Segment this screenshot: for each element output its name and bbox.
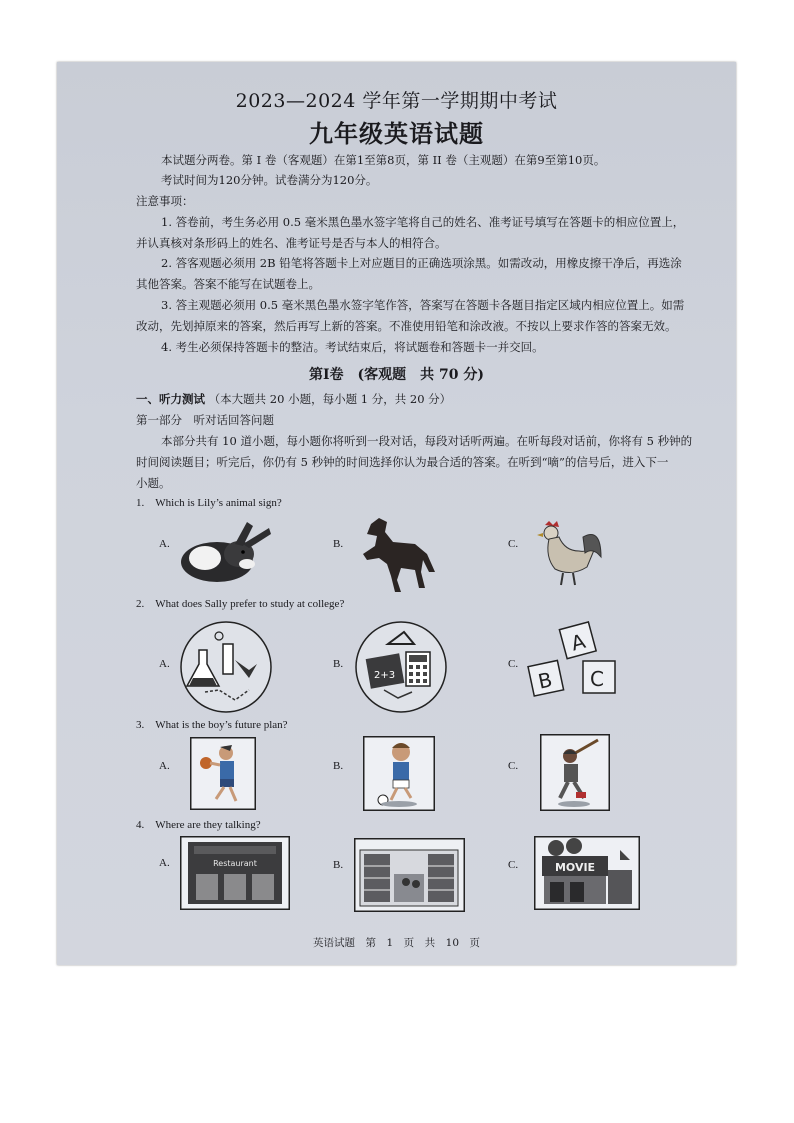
baseball-player-image bbox=[540, 734, 610, 811]
part1-sub: 第一部分 听对话回答问题 bbox=[136, 413, 274, 427]
block-a-letter: A bbox=[568, 628, 588, 656]
note-1b: 并认真核对条形码上的姓名、准考证号是否与本人的相符合。 bbox=[136, 236, 447, 250]
block-b-letter: B bbox=[535, 667, 555, 694]
option-a[interactable]: A. bbox=[159, 658, 170, 670]
page-footer: 英语试题 第 1 页 共 10 页 bbox=[312, 937, 481, 949]
note-3b: 改动，先划掉原来的答案，然后再写上新的答案。不准使用铅笔和涂改液。不按以上要求作答的答案无效。 bbox=[136, 319, 677, 333]
cinema-image bbox=[534, 836, 640, 910]
exam-page bbox=[57, 62, 736, 965]
math-sign: 2+3 bbox=[374, 670, 396, 681]
question-3 bbox=[136, 719, 288, 731]
option-a[interactable]: A. bbox=[159, 538, 170, 550]
question-4 bbox=[136, 819, 261, 831]
option-b[interactable]: B. bbox=[333, 658, 344, 670]
option-c[interactable]: C. bbox=[508, 658, 519, 670]
question-text: What is the boy’s future plan? bbox=[155, 719, 288, 731]
part1-instr-a: 本部分共有 10 道小题，每小题你将听到一段对话，每段对话听两遍。在听每段对话前，你将有 5 秒钟的 bbox=[161, 434, 693, 448]
part1-detail: （本大题共 20 小题，每小题 1 分，共 20 分） bbox=[208, 392, 452, 406]
question-text: What does Sally prefer to study at college? bbox=[155, 598, 345, 610]
exam-subtitle: 九年级英语试题 bbox=[309, 120, 484, 148]
note-4: 4. 考生必须保持答题卡的整洁。考试结束后，将试题卷和答题卡一并交回。 bbox=[161, 340, 544, 354]
restaurant-sign: Restaurant bbox=[213, 859, 257, 868]
math-image bbox=[354, 620, 448, 714]
soccer-player-image bbox=[363, 736, 435, 811]
rooster-image bbox=[531, 517, 603, 589]
section-title: 第Ⅰ卷 (客观题 共 70 分) bbox=[308, 367, 485, 383]
intro-line-2: 考试时间为120分钟。试卷满分为120分。 bbox=[161, 173, 378, 187]
option-b[interactable]: B. bbox=[333, 859, 344, 871]
option-c[interactable]: C. bbox=[508, 859, 519, 871]
question-text: Where are they talking? bbox=[155, 819, 261, 831]
question-1 bbox=[136, 497, 282, 509]
note-2a: 2. 答客观题必须用 2B 铅笔将答题卡上对应题目的正确选项涂黑。如需改动，用橡皮擦干净后，再选涂 bbox=[161, 256, 682, 270]
option-b[interactable]: B. bbox=[333, 538, 344, 550]
question-number: 1. bbox=[136, 497, 145, 509]
part1-heading: 一、听力测试 bbox=[136, 392, 205, 406]
option-a[interactable]: A. bbox=[159, 760, 170, 772]
chemistry-image bbox=[179, 620, 273, 714]
intro-line-1: 本试题分两卷。第 I 卷（客观题）在第1至第8页，第 II 卷（主观题）在第9至第10页。 bbox=[161, 153, 606, 167]
option-a[interactable]: A. bbox=[159, 857, 170, 869]
note-2b: 其他答案。答案不能写在试题卷上。 bbox=[136, 277, 320, 291]
notes-heading: 注意事项： bbox=[136, 194, 194, 208]
option-c[interactable]: C. bbox=[508, 760, 519, 772]
abc-blocks-image bbox=[527, 617, 623, 713]
question-2 bbox=[136, 598, 344, 610]
question-number: 4. bbox=[136, 819, 145, 831]
rabbit-image bbox=[177, 520, 277, 588]
exam-title: 2023—2024 学年第一学期期中考试 bbox=[235, 90, 558, 112]
question-text: Which is Lily’s animal sign? bbox=[155, 497, 282, 509]
question-number: 2. bbox=[136, 598, 145, 610]
part1-instr-b: 时间阅读题目；听完后，你仍有 5 秒钟的时间选择你认为最合适的答案。在听到“嘀”的信号后，进入下一 bbox=[136, 455, 669, 469]
library-image bbox=[354, 838, 465, 912]
horse-image bbox=[357, 514, 437, 594]
cinema-sign: MOVIE bbox=[554, 861, 596, 874]
note-3a: 3. 答主观题必须用 0.5 毫米黑色墨水签字笔作答，答案写在答题卡各题目指定区域内相应位置上。如需 bbox=[161, 298, 685, 312]
restaurant-image bbox=[180, 836, 290, 910]
option-b[interactable]: B. bbox=[333, 760, 344, 772]
question-number: 3. bbox=[136, 719, 145, 731]
note-1a: 1. 答卷前，考生务必用 0.5 毫米黑色墨水签字笔将自己的姓名、准考证号填写在答题卡的相应位置上， bbox=[161, 215, 685, 229]
block-c-letter: C bbox=[590, 667, 604, 691]
part1-heading-line bbox=[136, 389, 451, 409]
option-c[interactable]: C. bbox=[508, 538, 519, 550]
basketball-player-image bbox=[190, 737, 256, 810]
part1-instr-c: 小题。 bbox=[136, 476, 171, 490]
